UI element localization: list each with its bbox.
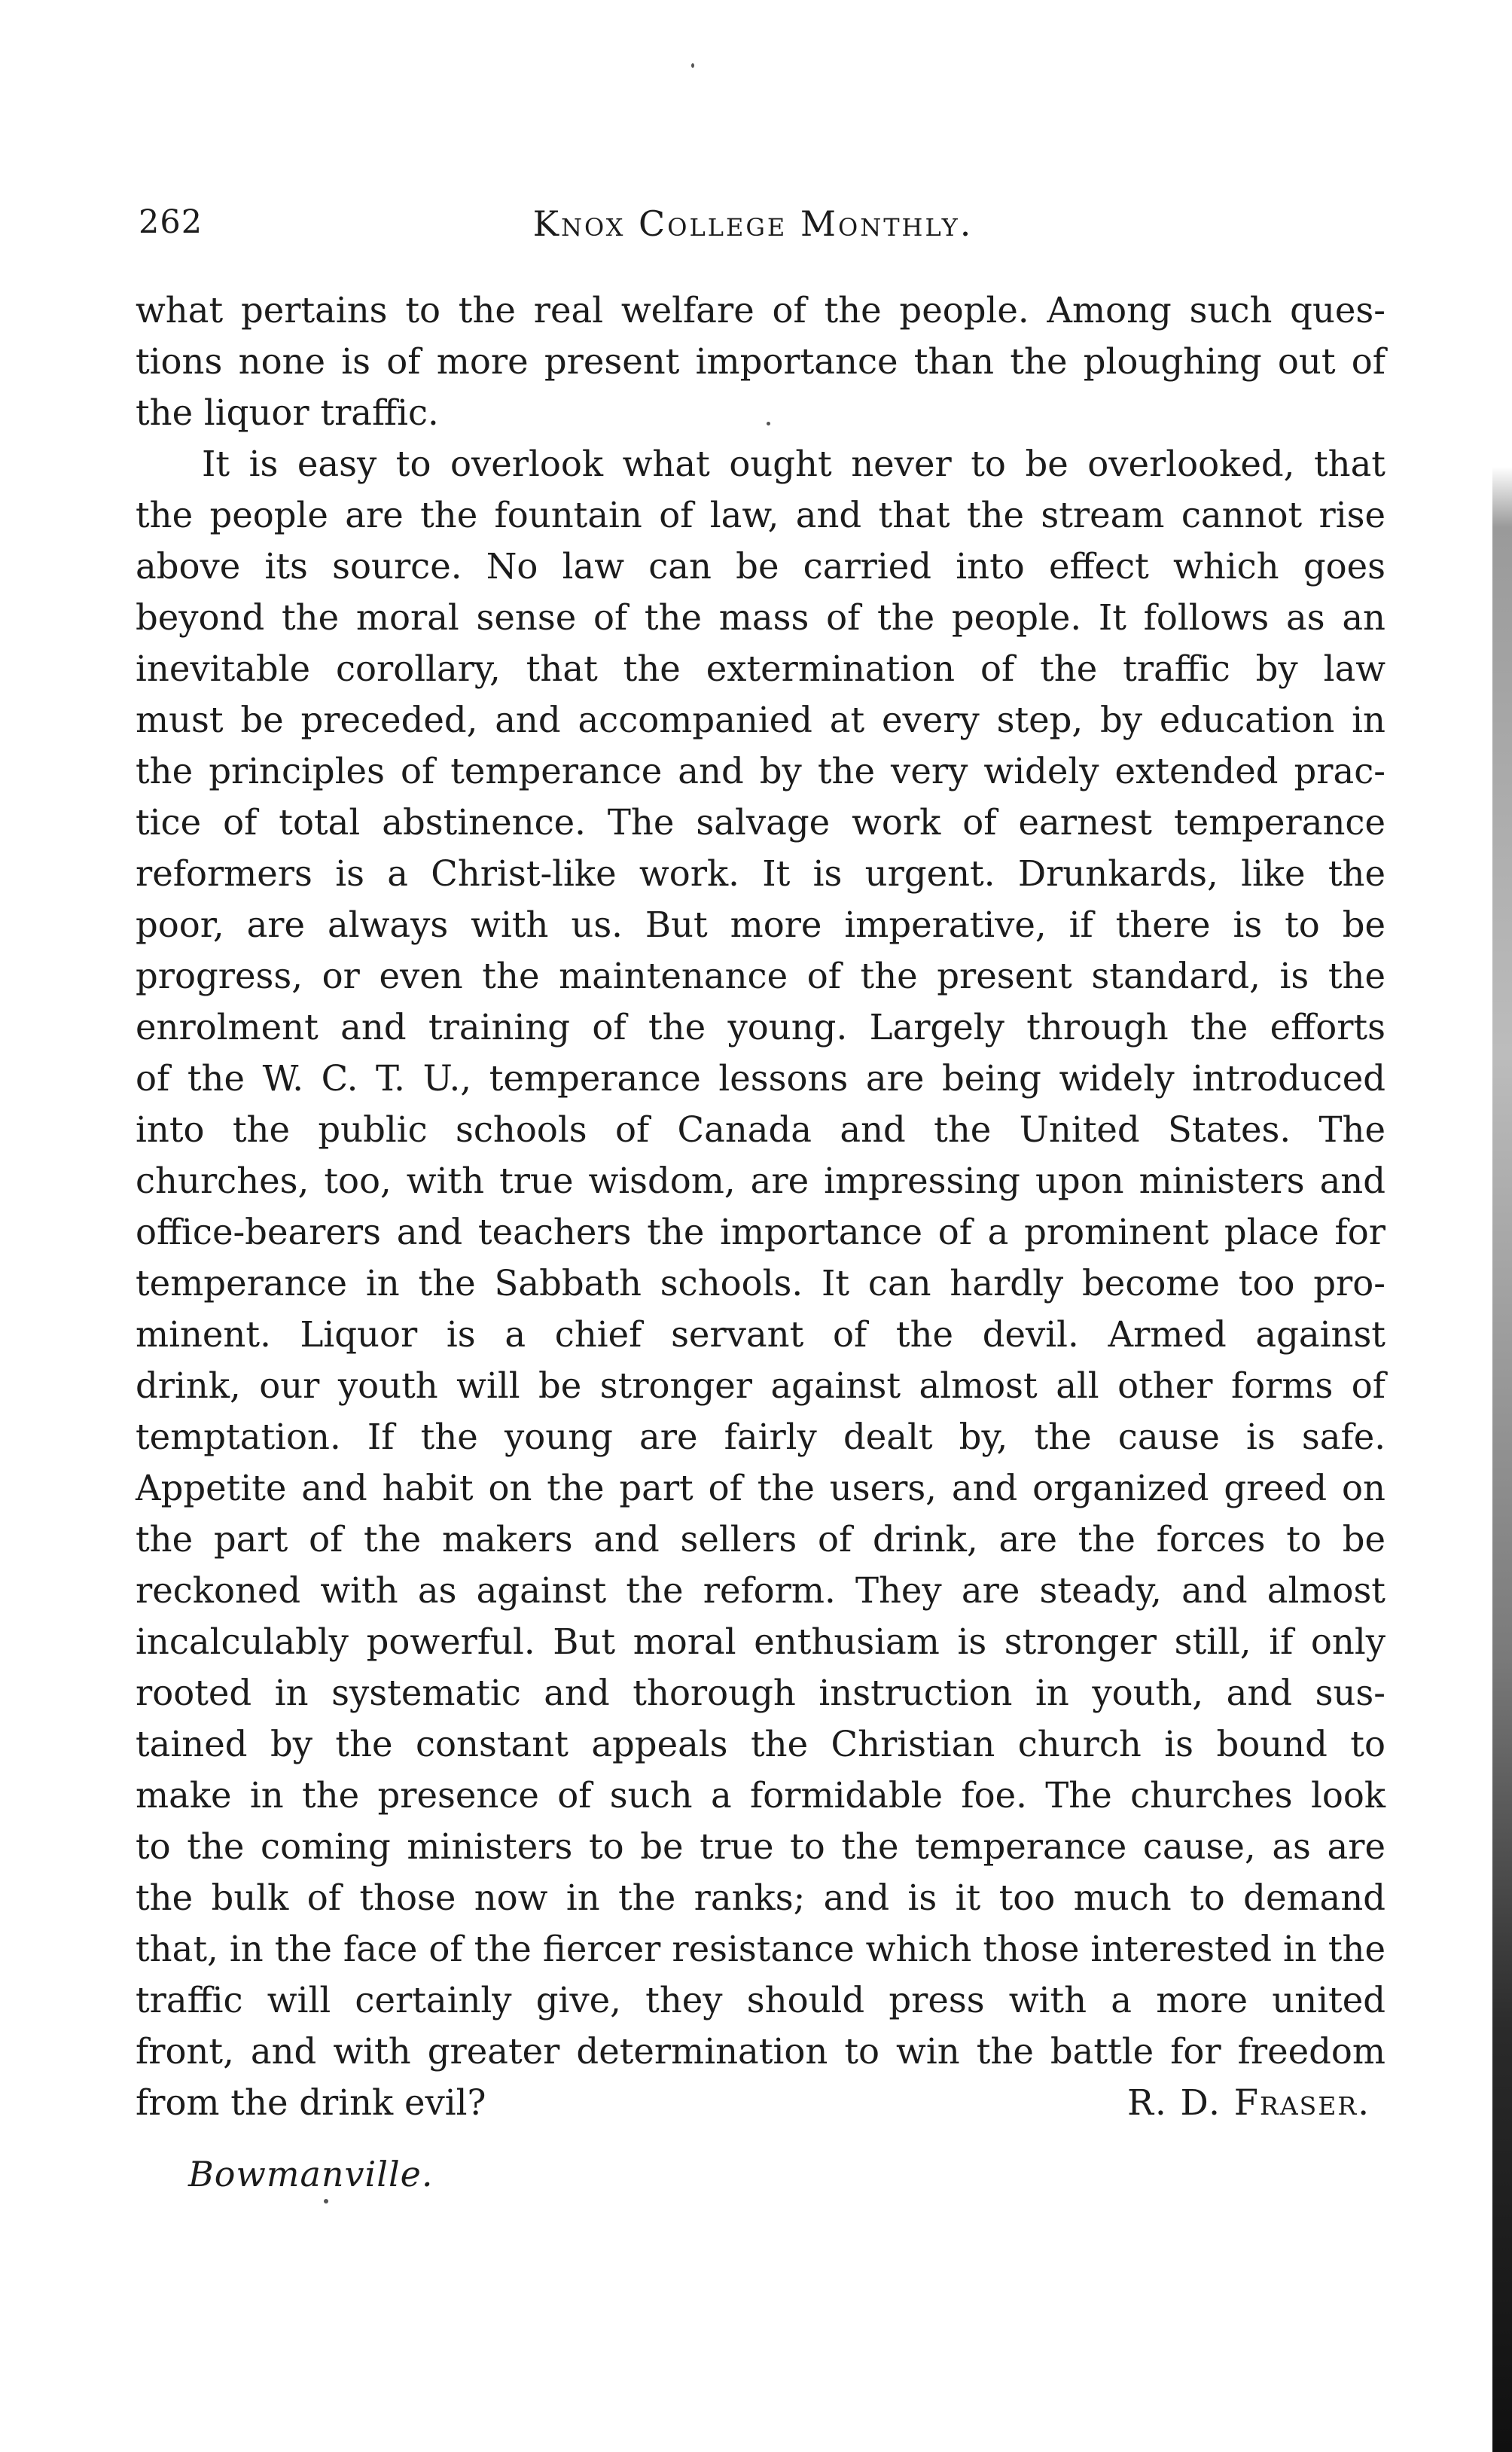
text-line: traffic will certainly give, they should press with a more united — [136, 1980, 1385, 2020]
text-line: reformers is a Christ-like work. It is urgent. Drunkards, like the — [136, 853, 1385, 894]
text-line: make in the presence of such a formidable foe. The churches look — [136, 1775, 1385, 1816]
running-head: Knox College Monthly. — [532, 203, 974, 244]
text-line: temptation. If the young are fairly dealt by, the cause is safe. — [136, 1417, 1385, 1457]
text-line: beyond the moral sense of the mass of the people. It follows as an — [136, 597, 1385, 638]
text-line: of the W. C. T. U., temperance lessons are being widely introduced — [136, 1058, 1385, 1099]
text-line: that, in the face of the fiercer resistance which those interested in the — [136, 1929, 1385, 1969]
page-edge-shadow — [1492, 0, 1512, 2452]
text-line: to the coming ministers to be true to the temperance cause, as are — [136, 1826, 1385, 1867]
author-signature: R. D. Fraser. — [1126, 2082, 1370, 2123]
text-line: inevitable corollary, that the extermination of the traffic by law — [136, 648, 1385, 689]
text-line: tions none is of more present importance than the ploughing out of — [136, 341, 1385, 382]
text-line: It is easy to overlook what ought never to be overlooked, that — [202, 444, 1385, 484]
text-line: the principles of temperance and by the very widely extended prac- — [136, 751, 1385, 791]
text-line: progress, or even the maintenance of the present standard, is the — [136, 956, 1385, 996]
text-line: temperance in the Sabbath schools. It can hardly become too pro- — [136, 1263, 1385, 1304]
text-line: poor, are always with us. But more imperative, if there is to be — [136, 904, 1385, 945]
closing-text: from the drink evil? — [136, 2082, 486, 2123]
print-speck — [767, 422, 770, 425]
text-line: drink, our youth will be stronger against almost all other forms of — [136, 1365, 1385, 1406]
text-line: reckoned with as against the reform. They are steady, and almost — [136, 1570, 1385, 1611]
print-speck — [691, 63, 694, 68]
text-line: enrolment and training of the young. Largely through the efforts — [136, 1007, 1385, 1048]
text-line: into the public schools of Canada and the United States. The — [136, 1109, 1385, 1150]
text-line: Appetite and habit on the part of the users, and organized greed on — [136, 1468, 1385, 1508]
place-line: Bowmanville. — [188, 2154, 434, 2194]
text-line: churches, too, with true wisdom, are impressing upon ministers and — [136, 1160, 1385, 1201]
text-line: incalculably powerful. But moral enthusiam is stronger still, if only — [136, 1621, 1385, 1662]
text-line: above its source. No law can be carried into effect which goes — [136, 546, 1385, 587]
text-line: rooted in systematic and thorough instruction in youth, and sus- — [136, 1673, 1385, 1713]
text-line: tained by the constant appeals the Christian church is bound to — [136, 1724, 1385, 1764]
text-line: must be preceded, and accompanied at every step, by education in — [136, 700, 1385, 740]
text-line: the people are the fountain of law, and that the stream cannot rise — [136, 495, 1385, 535]
text-line: the liquor traffic. — [136, 392, 439, 433]
print-speck — [324, 2199, 328, 2203]
text-line: what pertains to the real welfare of the people. Among such ques- — [136, 290, 1385, 331]
text-line: minent. Liquor is a chief servant of the devil. Armed against — [136, 1314, 1385, 1355]
text-line: office-bearers and teachers the importance of a prominent place for — [136, 1212, 1385, 1252]
article-body — [136, 285, 1385, 2128]
page-header — [128, 194, 1378, 262]
text-line: front, and with greater determination to win the battle for freedom — [136, 2031, 1385, 2072]
text-line: the part of the makers and sellers of drink, are the forces to be — [136, 1519, 1385, 1560]
text-line: tice of total abstinence. The salvage work of earnest temperance — [136, 802, 1385, 843]
page-number: 262 — [139, 203, 203, 241]
closing-line — [136, 2077, 1385, 2128]
text-line: the bulk of those now in the ranks; and is it too much to demand — [136, 1877, 1385, 1918]
